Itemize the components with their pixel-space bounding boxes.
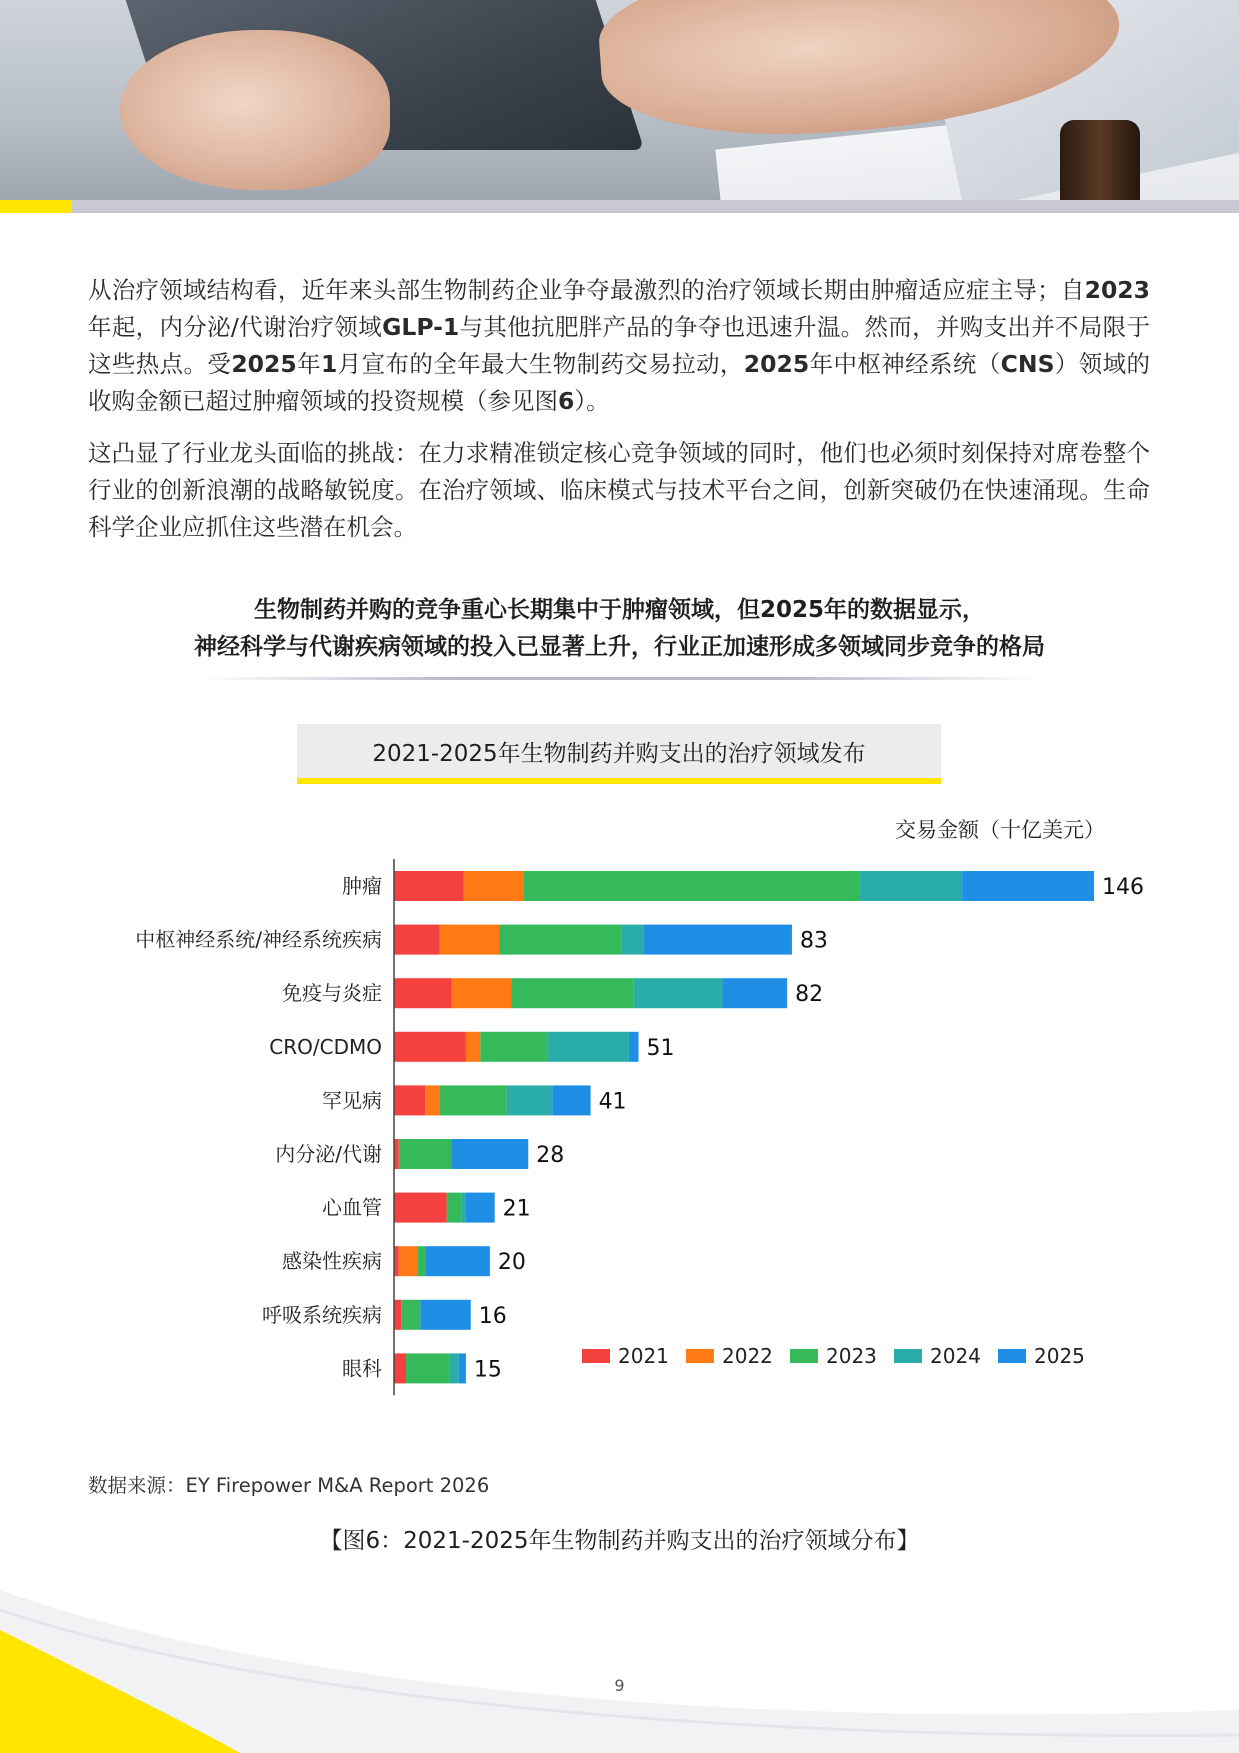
total-label: 20 [497,1250,526,1276]
total-label: 83 [799,928,828,954]
bar-segment-2022 [452,978,512,1008]
bar-segment-2025 [552,1085,590,1115]
bottom-swoosh [0,1560,1239,1753]
legend [582,1344,1085,1368]
bar-segment-2021 [394,1032,466,1062]
hero-photo-hands-left [120,30,390,190]
chart-title: 2021-2025年生物制药并购支出的治疗领域发布 [297,724,941,784]
paragraph-run: 月宣布的全年最大生物制药交易拉动， [337,350,744,378]
category-label: 感染性疾病 [282,1249,382,1274]
paragraph-run: 年起，内分泌/代谢治疗领域 [88,313,383,341]
bar-segment-2021 [394,1193,447,1223]
bar-segment-2023 [511,978,633,1008]
page-number: 9 [614,1676,625,1695]
bar-segment-2022 [464,871,524,901]
bar-segment-2021 [394,925,440,955]
headline-line-2: 神经科学与代谢疾病领域的投入已显著上升，行业正加速形成多领域同步竞争的格局 [194,634,1045,660]
figure-caption: 【图6：2021-2025年生物制药并购支出的治疗领域分布】 [319,1528,920,1554]
data-source: 数据来源：EY Firepower M&A Report 2026 [88,1474,490,1497]
bar-segment-2022 [425,1085,439,1115]
category-label: 眼科 [342,1356,382,1381]
paragraph-run: ）领域的收购金额已超过肿瘤领域的投资规模（参见图 [88,350,1151,415]
category-label: 罕见病 [322,1088,382,1113]
category-label: 免疫与炎症 [282,981,382,1006]
legend-swatch [582,1349,610,1363]
legend-swatch [790,1349,818,1363]
bar-segment-2023 [499,925,621,955]
bar-segment-2025 [420,1300,470,1330]
paragraph-run: 2025 [743,350,810,378]
paragraph-run: 2023 [1084,276,1150,304]
bar-segment-2023 [447,1193,461,1223]
paragraph-run: 这凸显了行业龙头面临的挑战：在力求精准锁定核心竞争领域的同时，他们也必须时刻保持对席卷整个行业的创新浪潮的战略敏锐度。在治疗领域、临床模式与技术平台之间，创新突破仍在快速涌现。生命科学企业应抓住这些潜在机会。 [88,439,1150,541]
bar-segment-2022 [440,925,500,955]
bar-segment-2024 [547,1032,629,1062]
category-label: CRO/CDMO [269,1034,382,1059]
total-label: 15 [473,1357,502,1383]
total-label: 146 [1102,875,1144,900]
category-label: 呼吸系统疾病 [262,1302,382,1327]
legend-swatch [686,1349,714,1363]
bar-segment-2021 [394,1085,425,1115]
bar-segment-2021 [394,1300,401,1330]
total-label: 51 [646,1035,675,1061]
bar-segment-2024 [859,871,962,901]
bar-segment-2023 [406,1353,449,1383]
total-label: 82 [795,982,824,1008]
bar-segment-2025 [459,1353,466,1383]
headline-divider [200,677,1040,680]
hero-photo [0,0,1239,200]
category-label: 内分泌/代谢 [275,1142,382,1166]
paragraph-run: CNS [1000,350,1055,378]
headline-line-1: 生物制药并购的竞争重心长期集中于肿瘤领域，但2025年的数据显示， [253,597,985,623]
bar-segment-2022 [399,1246,418,1276]
legend-label: 2025 [1034,1344,1085,1368]
bar-segment-2023 [440,1085,507,1115]
paragraph-run: 1 [321,350,338,378]
total-label: 21 [502,1196,531,1222]
bar-segment-2023 [480,1032,547,1062]
body-paragraph-2 [88,435,1150,546]
legend-label: 2022 [722,1344,773,1368]
total-label: 41 [598,1089,627,1115]
hero-accent-yellow [0,200,72,213]
category-labels [135,874,382,1380]
legend-swatch [998,1349,1026,1363]
bar-segment-2025 [722,978,787,1008]
bar-segment-2023 [401,1300,420,1330]
bar-segment-2025 [962,871,1094,901]
bar-segment-2021 [394,871,464,901]
bar-segment-2025 [466,1193,495,1223]
bar-segment-2024 [622,925,644,955]
paragraph-run: 从治疗领域结构看，近年来头部生物制药企业争夺最激烈的治疗领域长期由肿瘤适应症主导；自 [88,276,1085,304]
category-label: 心血管 [322,1195,382,1220]
bar-segment-2021 [394,978,452,1008]
chart-unit-label: 交易金额（十亿美元） [895,818,1105,842]
bar-segment-2025 [629,1032,639,1062]
bar-segment-2023 [418,1246,425,1276]
paragraph-run: 2025 [231,350,297,378]
category-label: 肿瘤 [342,874,382,898]
bar-segment-2024 [461,1193,466,1223]
paragraph-run: 与其他抗肥胖产品的争夺也迅速升温。然而，并购支出并不局限于这些热点。受 [88,313,1150,378]
bar-segment-2024 [449,1353,459,1383]
paragraph-run: 6 [558,387,575,415]
hero-accent-grey [72,200,1239,213]
bar-segment-2021 [394,1353,406,1383]
bar-segment-2024 [634,978,723,1008]
paragraph-run: GLP-1 [382,313,460,341]
bar-segment-2025 [643,925,792,955]
paragraph-run: 年中枢神经系统（ [809,350,1001,378]
bar-segment-2024 [507,1085,553,1115]
legend-label: 2024 [930,1344,981,1368]
legend-swatch [894,1349,922,1363]
hero-photo-bottle [1060,120,1140,200]
paragraph-run: 年 [296,350,321,378]
total-label: 16 [478,1303,507,1329]
bar-segment-2023 [523,871,859,901]
legend-label: 2021 [618,1344,669,1368]
stacked-bar-chart [0,800,1239,1410]
bar-segment-2025 [425,1246,490,1276]
bar-segment-2022 [466,1032,480,1062]
bar-segment-2025 [452,1139,529,1169]
paragraph-run: ）。 [574,387,610,415]
category-label: 中枢神经系统/神经系统疾病 [135,927,382,952]
body-paragraph-1 [88,272,1150,420]
legend-label: 2023 [826,1344,877,1368]
total-label: 28 [536,1143,565,1168]
bar-segment-2023 [399,1139,452,1169]
